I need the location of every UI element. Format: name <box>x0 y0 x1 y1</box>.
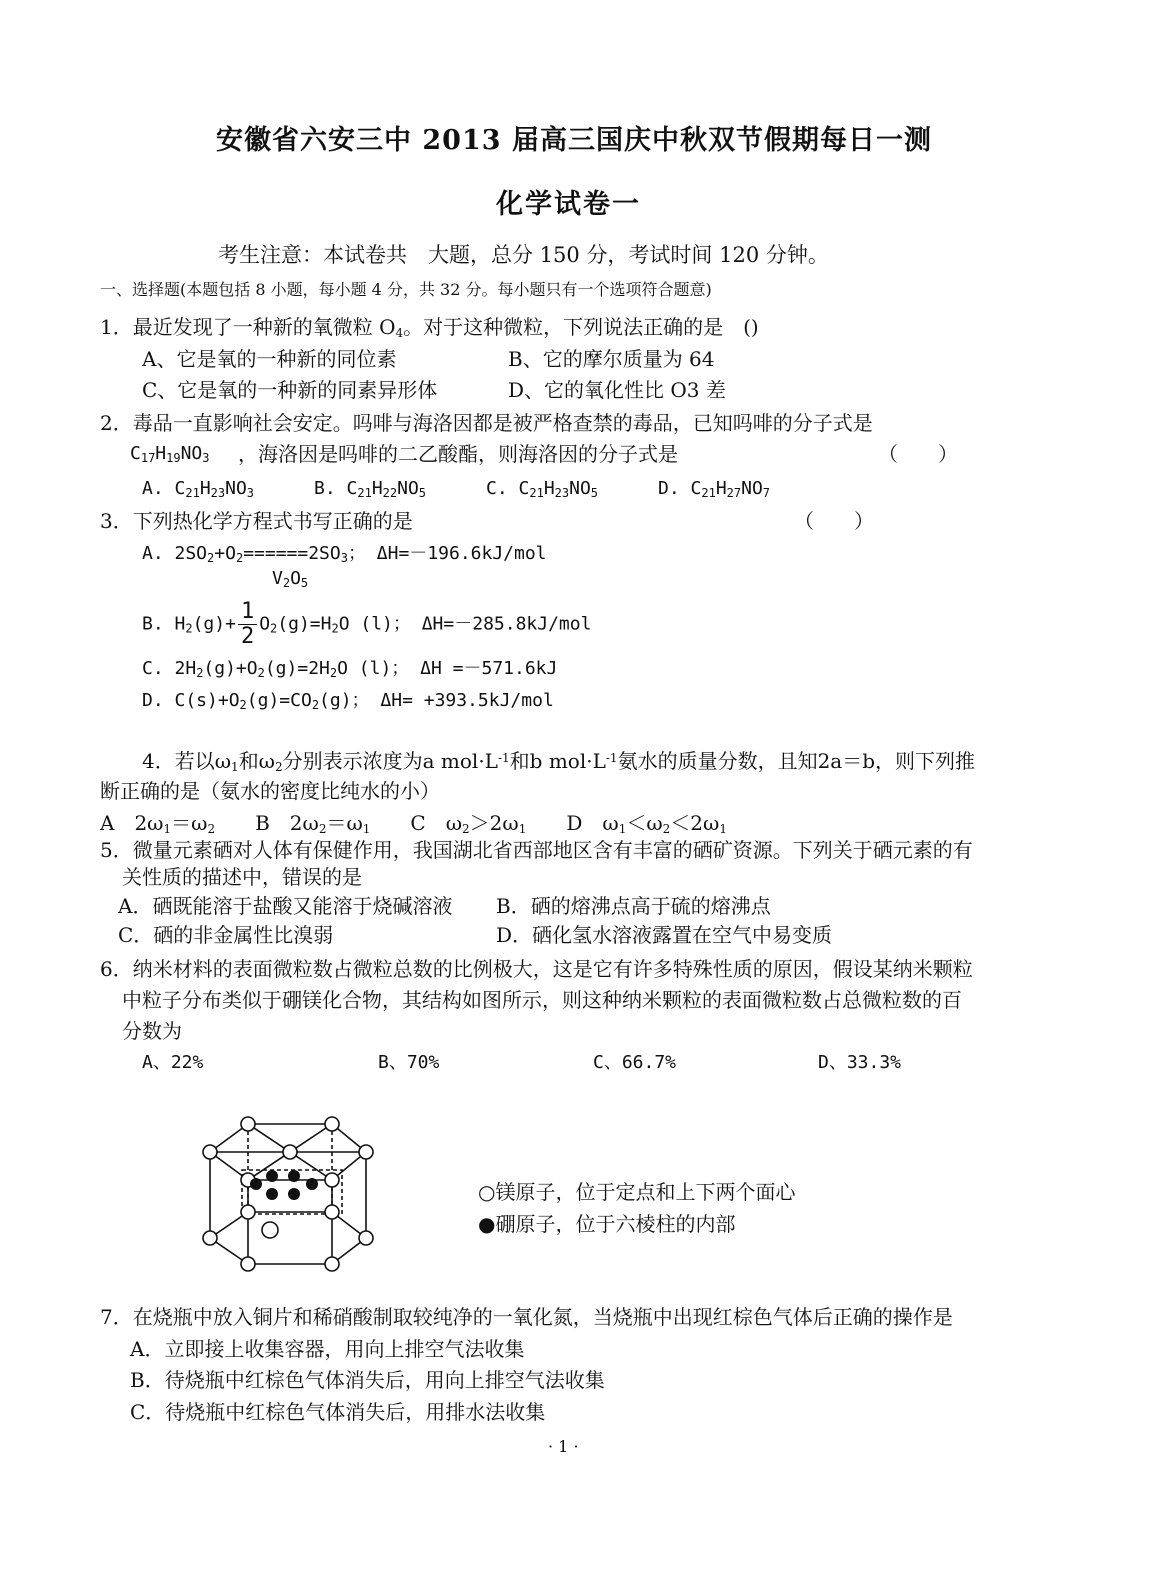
section-heading: 一、选择题(本题包括 8 小题，每小题 4 分，共 32 分。每小题只有一个选项符合题意) <box>100 280 712 299</box>
q3-option-a: A. $2SO_2+O_2======2SO_3$； ΔH=－196.6kJ/mol <box>142 543 547 565</box>
q2-option-b: B. $C_{21}H_{22}NO_5$ <box>314 478 427 500</box>
exam-notice: 考生注意：本试卷共 大题，总分 150 分，考试时间 120 分钟。 <box>218 243 829 267</box>
q6-option-c: C、66.7% <box>593 1052 677 1073</box>
legend-magnesium: ○镁原子，位于定点和上下两个面心 <box>478 1180 796 1204</box>
page-subtitle: 化学试卷一 <box>496 189 641 220</box>
q7-option-a: A．立即接上收集容器，用向上排空气法收集 <box>130 1337 525 1361</box>
q3-option-c: C. $2H_2(g)+O_2(g)=2H_2O$ (l)； ΔH =－571.6kJ <box>142 658 558 680</box>
q3-answer-paren: （ ） <box>794 509 874 533</box>
q7-option-c: C．待烧瓶中红棕色气体消失后，用排水法收集 <box>130 1400 546 1424</box>
q5-option-c: C．硒的非金属性比溴弱 <box>118 923 334 947</box>
q5-stem-line2: 关性质的描述中，错误的是 <box>122 865 362 889</box>
q2-option-d: D. $C_{21}H_{27}NO_7$ <box>658 478 771 500</box>
q4-stem-line1: 4．若以$\omega_1$和$\omega_2$分别表示浓度为a $mol\cdot L^{-1}$和b $mol\cdot L^{-1}$氨水的质量分数，且知2a＝b，则下列推 <box>142 749 976 774</box>
q7-stem: 7．在烧瓶中放入铜片和稀硝酸制取较纯净的一氧化氮，当烧瓶中出现红棕色气体后正确的操作是 <box>100 1305 953 1329</box>
q2-answer-paren: （ ） <box>878 442 958 466</box>
q5-option-a: A．硒既能溶于盐酸又能溶于烧碱溶液 <box>118 894 453 918</box>
q1-option-d: D、它的氧化性比 O3 差 <box>508 378 726 402</box>
page-title: 安徽省六安三中 2013 届高三国庆中秋双节假期每日一测 <box>216 125 932 156</box>
legend-boron: ●硼原子，位于六棱柱的内部 <box>478 1212 736 1236</box>
q6-option-a: A、22% <box>142 1052 204 1073</box>
q6-stem-line3: 分数为 <box>122 1019 182 1043</box>
q6-option-d: D、33.3% <box>818 1052 902 1073</box>
q2-stem-line1: 2．毒品一直影响社会安定。吗啡与海洛因都是被严格查禁的毒品，已知吗啡的分子式是 <box>100 411 873 435</box>
q7-option-b: B．待烧瓶中红棕色气体消失后，用向上排空气法收集 <box>130 1368 605 1392</box>
q3-catalyst-label: $V_2O_5$ <box>272 568 309 590</box>
crystal-structure-diagram <box>186 1112 386 1272</box>
q3-stem: 3．下列热化学方程式书写正确的是 <box>100 509 413 533</box>
q1-option-b: B、它的摩尔质量为 64 <box>508 347 715 371</box>
q5-option-b: B．硒的熔沸点高于硫的熔沸点 <box>496 894 771 918</box>
q4-stem-line2: 断正确的是（氨水的密度比纯水的小） <box>100 779 440 803</box>
q5-option-d: D．硒化氢水溶液露置在空气中易变质 <box>496 923 833 947</box>
q1-option-c: C、它是氧的一种新的同素异形体 <box>142 378 438 402</box>
page-number: · 1 · <box>548 1437 579 1456</box>
fraction-one-half: $\frac{1}{2}$ <box>238 600 257 649</box>
q2-stem-line2: ，海洛因是吗啡的二乙酸酯，则海洛因的分子式是 <box>238 442 678 466</box>
q6-stem-line2: 中粒子分布类似于硼镁化合物，其结构如图所示，则这种纳米颗粒的表面微粒数占总微粒数的百 <box>122 988 962 1012</box>
q2-option-c: C. $C_{21}H_{23}NO_5$ <box>486 478 599 500</box>
q2-option-a: A. $C_{21}H_{23}NO_3$ <box>142 478 255 500</box>
q5-stem-line1: 5．微量元素硒对人体有保健作用，我国湖北省西部地区含有丰富的硒矿资源。下列关于硒元素的有 <box>100 838 973 862</box>
q2-morphine-formula: $C_{17}H_{19}NO_3$ <box>130 443 210 465</box>
q3-option-d: D. $C(s)+O_2(g)=CO_2(g)$； ΔH= +393.5kJ/mol <box>142 690 554 712</box>
q1-stem: 1．最近发现了一种新的氧微粒 $O_4$。对于这种微粒，下列说法正确的是 () <box>100 315 759 340</box>
q6-option-b: B、70% <box>378 1052 440 1073</box>
q1-option-a: A、它是氧的一种新的同位素 <box>142 347 397 371</box>
q3-option-b: B. $H_2(g)+$ $\frac{1}{2}$ $O_2(g)=H_2O$ (l)； ΔH=－285.8kJ/mol <box>142 599 592 649</box>
q4-options: A $2\omega_1=\omega_2$ B $2\omega_2=\omega_1$ C $\omega_2>2\omega_1$ D $\omega_1<\omega_2<2\omega_1$ <box>100 811 727 836</box>
q6-stem-line1: 6．纳米材料的表面微粒数占微粒总数的比例极大，这是它有许多特殊性质的原因，假设某纳米颗粒 <box>100 957 973 981</box>
